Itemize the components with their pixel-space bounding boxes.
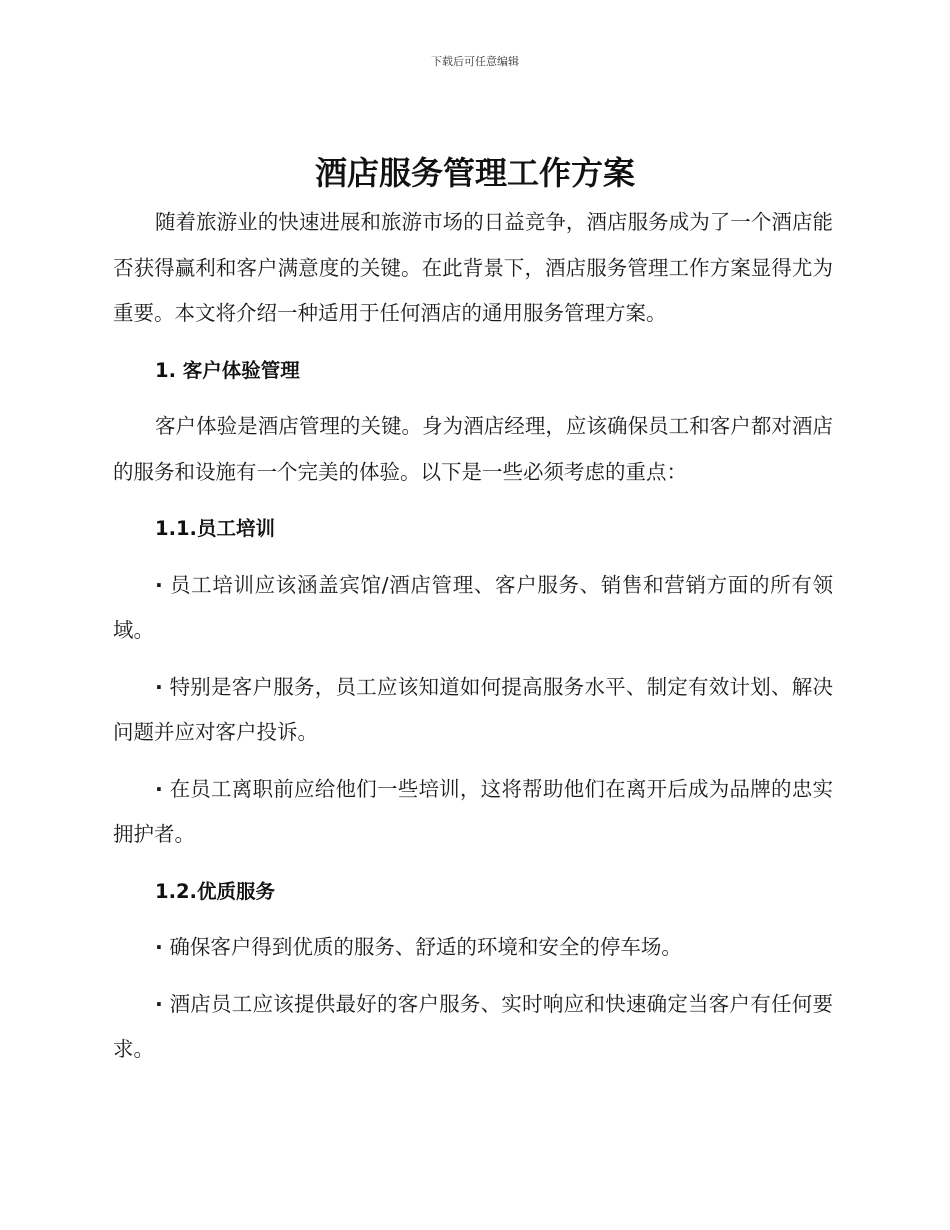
bullet-text: 员工培训应该涵盖宾馆/酒店管理、客户服务、销售和营销方面的所有领域。 <box>113 572 833 642</box>
intro-paragraph: 随着旅游业的快速进展和旅游市场的日益竞争，酒店服务成为了一个酒店能否获得赢利和客户满意度的关键。在此背景下，酒店服务管理工作方案显得尤为重要。本文将介绍一种适用于任何酒店的通用服务管理方案。 <box>113 210 833 325</box>
bullet-marker: · <box>155 776 163 801</box>
bullet-item <box>113 665 833 756</box>
bullet-text: 确保客户得到优质的服务、舒适的环境和安全的停车场。 <box>169 935 682 959</box>
bullet-marker: · <box>155 572 163 597</box>
bullet-text: 在员工离职前应给他们一些培训，这将帮助他们在离开后成为品牌的忠实拥护者。 <box>113 776 833 846</box>
bullet-marker: · <box>155 991 163 1016</box>
document-title: 酒店服务管理工作方案 <box>314 154 635 192</box>
section-heading-customer-experience: 1. 客户体验管理 <box>155 358 300 382</box>
section-paragraph-customer-experience: 客户体验是酒店管理的关键。身为酒店经理，应该确保员工和客户都对酒店的服务和设施有一个完美的体验。以下是一些必须考虑的重点： <box>113 414 833 484</box>
bullet-text: 特别是客户服务，员工应该知道如何提高服务水平、制定有效计划、解决问题并应对客户投诉。 <box>113 674 833 744</box>
section-heading-quality-service: 1.2.优质服务 <box>155 879 275 903</box>
header-note: 下载后可任意编辑 <box>431 55 519 68</box>
bullet-marker: · <box>155 674 163 699</box>
bullet-text: 酒店员工应该提供最好的客户服务、实时响应和快速确定当客户有任何要求。 <box>113 991 833 1061</box>
bullet-item <box>113 925 833 971</box>
bullet-marker: · <box>155 935 163 959</box>
bullet-item <box>113 767 833 858</box>
section-heading-staff-training: 1.1.员工培训 <box>155 517 275 540</box>
document-body <box>113 200 833 1073</box>
bullet-item <box>113 563 833 654</box>
bullet-item <box>113 982 833 1073</box>
